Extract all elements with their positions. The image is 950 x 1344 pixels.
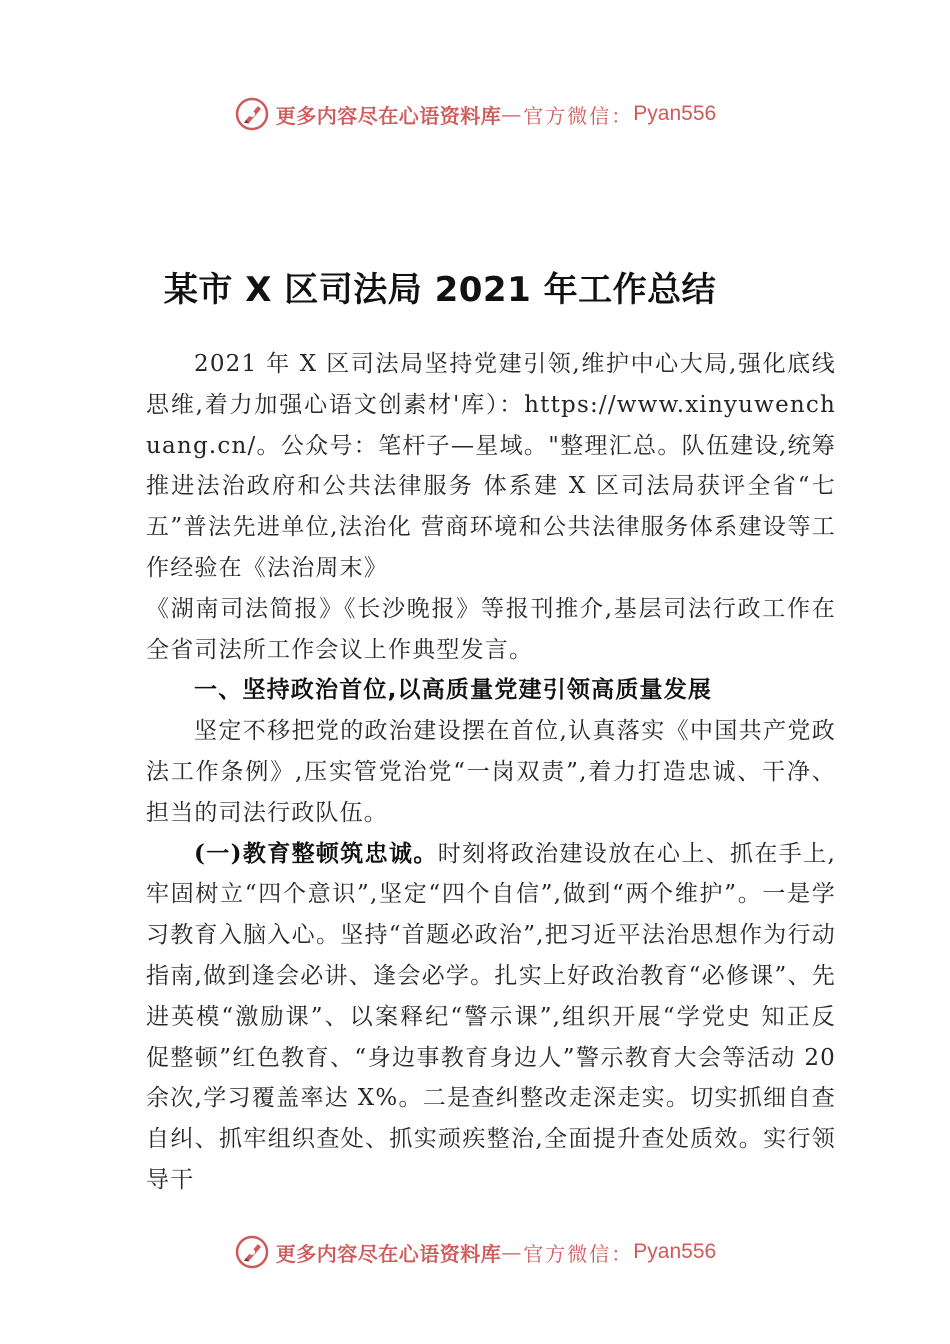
paragraph-section-1: 坚定不移把党的政治建设摆在首位,认真落实《中国共产党政法工作条例》,压实管党治党“一岗双责”,着力打造忠诚、干净、担当的司法行政队伍。 [146, 718, 836, 826]
banner-wechat-id: Pyan556 [633, 102, 717, 125]
header-banner [0, 92, 950, 136]
banner-dash: — [501, 102, 524, 126]
pen-logo-icon [234, 96, 270, 132]
intro-text-b: 。公众号：笔杆子—星域。"整理汇总。队伍建设,统筹推进法治政府和公共法律服务 体系建 X 区司法局获评全省“七五”普法先进单位,法治化 营商环境和公共法律服务体系建设等工作经验在《法治周末》 [146, 432, 836, 581]
document-body [146, 344, 836, 1201]
document-title: 某市 X 区司法局 2021 年工作总结 [163, 270, 717, 310]
banner-brand: 更多内容尽在心语资料库 [275, 103, 502, 128]
banner-wechat-label: 官方微信： [523, 1241, 634, 1266]
section-heading-1: 一、坚持政治首位,以高质量党建引领高质量发展 [194, 677, 713, 704]
intro-url: https://www.xinyuwenchuang.cn/ [146, 391, 836, 459]
banner-dash: — [501, 1240, 524, 1264]
paragraph-media: 《湖南司法简报》《长沙晚报》等报刊推介,基层司法行政工作在全省司法所工作会议上作典型发言。 [146, 595, 836, 663]
paragraph-subsection-1 [146, 834, 836, 1201]
banner-brand: 更多内容尽在心语资料库 [275, 1241, 502, 1266]
subsection-text: 时刻将政治建设放在心上、抓在手上,牢固树立“四个意识”,坚定“四个自信”,做到“两个维护”。一是学习教育入脑入心。坚持“首题必政治”,把习近平法治思想作为行动指南,做到逢会必讲、逢会必学。扎实上好政治教育“必修课”、先进英模“激励课”、以案释纪“警示课”,组织开展“学党史 知正反 促整顿”红色教育、“身边事教育身边人”警示教育大会等活动 20 余次,学习覆盖率达 X%。二是查纠整改走深走实。切实抓细自查自纠、抓牢组织查处、抓实顽疾整治,全面提升查处质效。实行领导干 [146, 840, 837, 1193]
footer-banner [0, 1230, 950, 1274]
banner-wechat-label: 官方微信： [523, 103, 634, 128]
banner-wechat-id: Pyan556 [633, 1240, 717, 1263]
paragraph-intro [146, 344, 836, 589]
pen-logo-icon [234, 1234, 270, 1270]
intro-text-a: 2021 年 X 区司法局坚持党建引领,维护中心大局,强化底线思维,着力加强心语文创素材'库）： [146, 351, 836, 418]
subsection-lead: (一)教育整顿筑忠诚。 [194, 839, 438, 867]
